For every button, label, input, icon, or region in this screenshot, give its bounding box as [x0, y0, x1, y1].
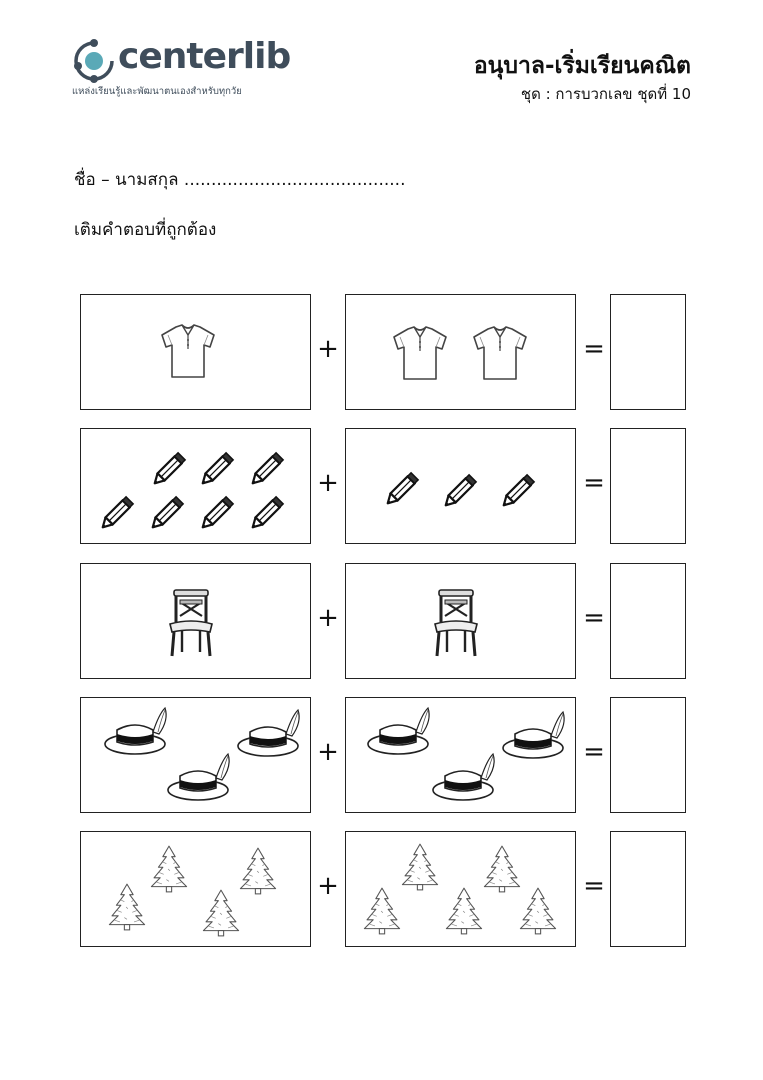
- tree-icon: [442, 886, 486, 936]
- logo-word: centerlib: [118, 36, 291, 77]
- hat-icon: [501, 710, 571, 760]
- answer-box[interactable]: [610, 563, 686, 679]
- pencil-icon: [249, 491, 289, 531]
- tree-icon: [516, 886, 560, 936]
- left-group-box: [80, 294, 311, 410]
- right-group-box: [345, 697, 576, 813]
- problem-row-4: [0, 697, 763, 815]
- pencil-icon: [199, 491, 239, 531]
- problem-row-1: [0, 294, 763, 412]
- equals-sign: =: [583, 871, 605, 901]
- hat-icon: [431, 752, 501, 802]
- pencil-icon: [99, 491, 139, 531]
- pencil-icon: [199, 447, 239, 487]
- pencil-icon: [500, 469, 540, 509]
- shirt-icon: [390, 325, 450, 381]
- chair-icon: [431, 588, 481, 658]
- equals-sign: =: [583, 603, 605, 633]
- page-subtitle: ชุด : การบวกเลข ชุดที่ 10: [520, 85, 691, 103]
- shirt-icon: [158, 323, 218, 379]
- hat-icon: [366, 706, 436, 756]
- tree-icon: [199, 888, 243, 938]
- plus-sign: +: [317, 871, 339, 901]
- right-group-box: [345, 563, 576, 679]
- right-group-box: [345, 428, 576, 544]
- problem-row-2: [0, 428, 763, 546]
- hat-icon: [103, 706, 173, 756]
- shirt-icon: [470, 325, 530, 381]
- plus-sign: +: [317, 737, 339, 767]
- pencil-icon: [149, 491, 189, 531]
- plus-sign: +: [317, 334, 339, 364]
- logo-tagline: แหล่งเรียนรู้และพัฒนาตนเองสำหรับทุกวัย: [72, 86, 242, 97]
- answer-box[interactable]: [610, 294, 686, 410]
- problem-row-3: [0, 563, 763, 681]
- plus-sign: +: [317, 603, 339, 633]
- equals-sign: =: [583, 334, 605, 364]
- tree-icon: [105, 882, 149, 932]
- logo-mark-icon: [72, 38, 118, 84]
- left-group-box: [80, 428, 311, 544]
- instruction-text: เติมคำตอบที่ถูกต้อง: [74, 220, 217, 240]
- pencil-icon: [249, 447, 289, 487]
- pencil-icon: [151, 447, 191, 487]
- equals-sign: =: [583, 468, 605, 498]
- left-group-box: [80, 563, 311, 679]
- plus-sign: +: [317, 468, 339, 498]
- answer-box[interactable]: [610, 428, 686, 544]
- hat-icon: [236, 708, 306, 758]
- left-group-box: [80, 697, 311, 813]
- equals-sign: =: [583, 737, 605, 767]
- right-group-box: [345, 831, 576, 947]
- hat-icon: [166, 752, 236, 802]
- answer-box[interactable]: [610, 831, 686, 947]
- right-group-box: [345, 294, 576, 410]
- pencil-icon: [384, 467, 424, 507]
- name-field[interactable]: ชื่อ – นามสกุล .........................................: [74, 170, 406, 190]
- pencil-icon: [442, 469, 482, 509]
- centerlib-logo: [72, 36, 302, 100]
- tree-icon: [398, 842, 442, 892]
- page-title: อนุบาล-เริ่มเรียนคณิต: [473, 53, 691, 79]
- tree-icon: [147, 844, 191, 894]
- tree-icon: [360, 886, 404, 936]
- problem-row-5: [0, 831, 763, 949]
- answer-box[interactable]: [610, 697, 686, 813]
- chair-icon: [166, 588, 216, 658]
- left-group-box: [80, 831, 311, 947]
